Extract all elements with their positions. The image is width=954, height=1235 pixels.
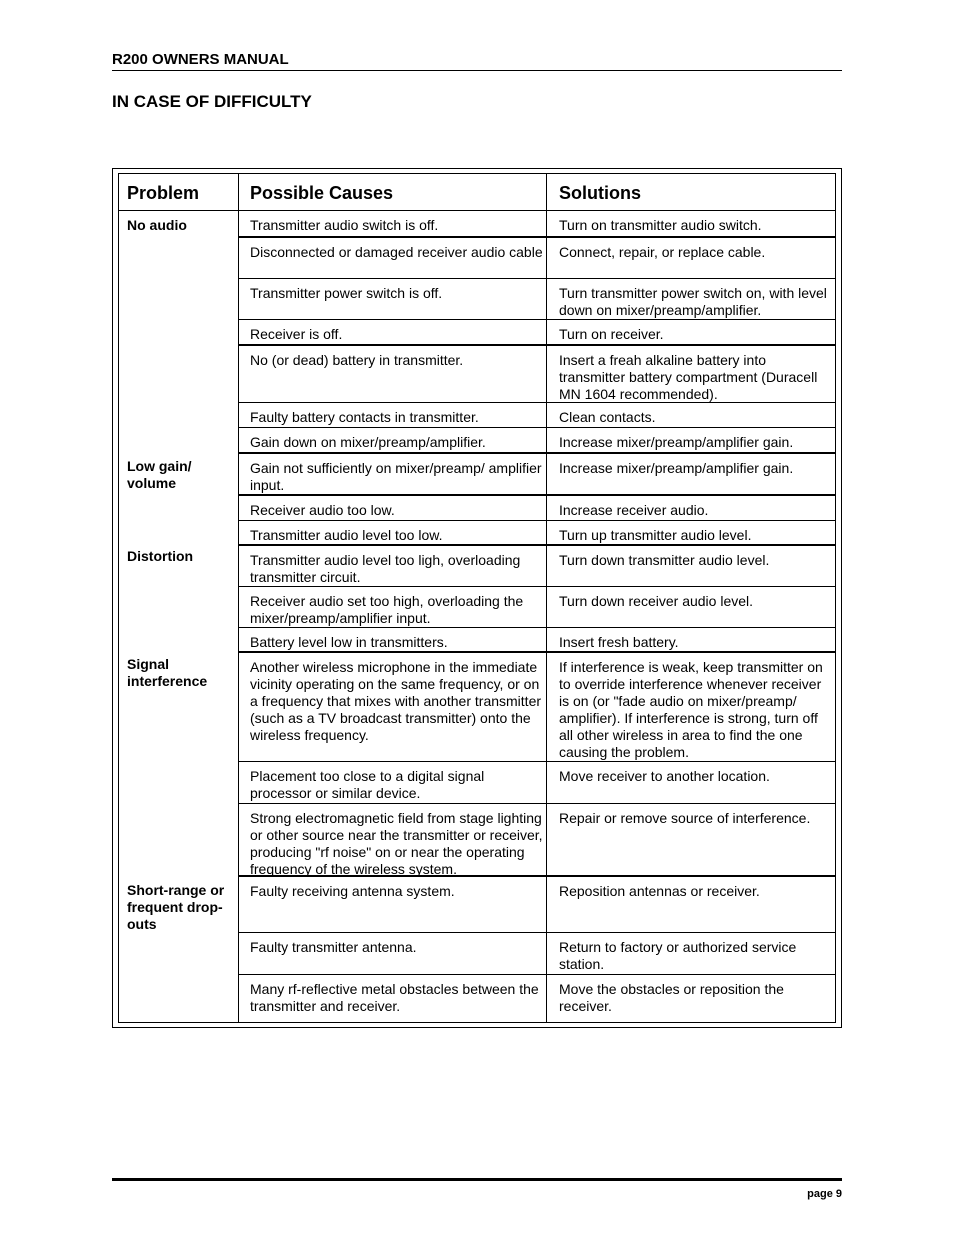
table-row xyxy=(238,496,835,521)
solution-cell: Increase mixer/preamp/amplifier gain. xyxy=(559,434,794,450)
solution-cell: Turn down receiver audio level. xyxy=(559,593,754,609)
solution-cell: If interference is weak, keep transmitter on to override interference whenever receiver is on (or "fade audio on mixer/preamp/ amplifier). If interference is strong, turn off all other wireless in area to find the one causing the problem. xyxy=(559,659,823,760)
troubleshooting-table xyxy=(112,168,842,1028)
section-title: IN CASE OF DIFFICULTY xyxy=(112,92,312,111)
table-row xyxy=(238,877,835,933)
table-row xyxy=(238,403,835,428)
manual-header xyxy=(112,51,842,71)
solution-cell: Connect, repair, or replace cable. xyxy=(559,244,766,260)
solution-cell: Turn on transmitter audio switch. xyxy=(559,217,762,233)
header-problem: Problem xyxy=(127,183,200,203)
manual-title: R200 OWNERS MANUAL xyxy=(112,51,289,68)
table-inner-frame xyxy=(118,173,836,1023)
table-row xyxy=(238,346,835,403)
table-row xyxy=(238,628,835,653)
table-row xyxy=(238,279,835,320)
table-row xyxy=(238,238,835,279)
header-solutions: Solutions xyxy=(559,183,641,203)
table-row xyxy=(238,762,835,804)
cause-cell: Another wireless microphone in the immediate vicinity operating on the same frequency, or on a frequency that mixes with another transmitter (such as a TV broadcast transmitter) onto the wireless frequency. xyxy=(250,659,542,743)
table-row xyxy=(238,521,835,546)
cause-cell: Receiver is off. xyxy=(250,326,343,342)
header-possible-causes: Possible Causes xyxy=(250,183,394,203)
solution-cell: Insert fresh battery. xyxy=(559,634,679,650)
solution-cell: Turn transmitter power switch on, with level down on mixer/preamp/amplifier. xyxy=(559,285,827,318)
problem-label: Low gain/ volume xyxy=(127,458,192,491)
table-row xyxy=(238,804,835,877)
table-row xyxy=(238,587,835,628)
problem-label: No audio xyxy=(127,217,187,233)
cause-cell: No (or dead) battery in transmitter. xyxy=(250,352,464,368)
table-row xyxy=(238,975,835,1022)
table-row xyxy=(238,454,835,496)
solution-cell: Move receiver to another location. xyxy=(559,768,770,784)
cause-cell: Receiver audio too low. xyxy=(250,502,395,518)
cause-cell: Gain not sufficiently on mixer/preamp/ amplifier input. xyxy=(250,460,542,493)
solution-cell: Clean contacts. xyxy=(559,409,656,425)
cause-cell: Strong electromagnetic field from stage lighting or other source near the transmitter or receiver, producing "rf noise" on or near the operating frequency of the wireless system. xyxy=(250,810,543,877)
solution-cell: Repair or remove source of interference. xyxy=(559,810,811,826)
solution-cell: Return to factory or authorized service station. xyxy=(559,939,797,972)
solution-cell: Reposition antennas or receiver. xyxy=(559,883,760,899)
solution-cell: Increase mixer/preamp/amplifier gain. xyxy=(559,460,794,476)
problem-label: Signal interference xyxy=(127,656,208,689)
cause-cell: Transmitter audio switch is off. xyxy=(250,217,439,233)
table-row xyxy=(238,653,835,762)
cause-cell: Battery level low in transmitters. xyxy=(250,634,448,650)
solution-cell: Increase receiver audio. xyxy=(559,502,709,518)
solution-cell: Turn up transmitter audio level. xyxy=(559,527,752,543)
table-row xyxy=(238,320,835,346)
table-row xyxy=(238,211,835,238)
cause-cell: Receiver audio set too high, overloading the mixer/preamp/amplifier input. xyxy=(250,593,524,626)
cause-cell: Transmitter audio level too low. xyxy=(250,527,443,543)
cause-cell: Faulty receiving antenna system. xyxy=(250,883,455,899)
problem-label: Short-range or frequent drop-outs xyxy=(127,882,225,932)
cause-cell: Faulty transmitter antenna. xyxy=(250,939,417,955)
cause-cell: Disconnected or damaged receiver audio cable xyxy=(250,244,543,260)
cause-cell: Gain down on mixer/preamp/amplifier. xyxy=(250,434,486,450)
footer-rule xyxy=(112,1178,842,1181)
cause-cell: Transmitter audio level too ligh, overloading transmitter circuit. xyxy=(250,552,521,585)
solution-cell: Move the obstacles or reposition the receiver. xyxy=(559,981,784,1014)
cause-cell: Placement too close to a digital signal processor or similar device. xyxy=(250,768,485,801)
cause-cell: Transmitter power switch is off. xyxy=(250,285,443,301)
cause-cell: Many rf-reflective metal obstacles between the transmitter and receiver. xyxy=(250,981,539,1014)
page-number: page 9 xyxy=(807,1188,842,1200)
cause-cell: Faulty battery contacts in transmitter. xyxy=(250,409,479,425)
table-row xyxy=(238,428,835,454)
table-header-row xyxy=(119,174,835,211)
solution-cell: Turn on receiver. xyxy=(559,326,664,342)
solution-cell: Turn down transmitter audio level. xyxy=(559,552,770,568)
table-row xyxy=(238,933,835,975)
problem-label: Distortion xyxy=(127,548,194,564)
solution-cell: Insert a freah alkaline battery into transmitter battery compartment (Duracell MN 1604 recommended). xyxy=(559,352,818,402)
table-row xyxy=(238,546,835,587)
